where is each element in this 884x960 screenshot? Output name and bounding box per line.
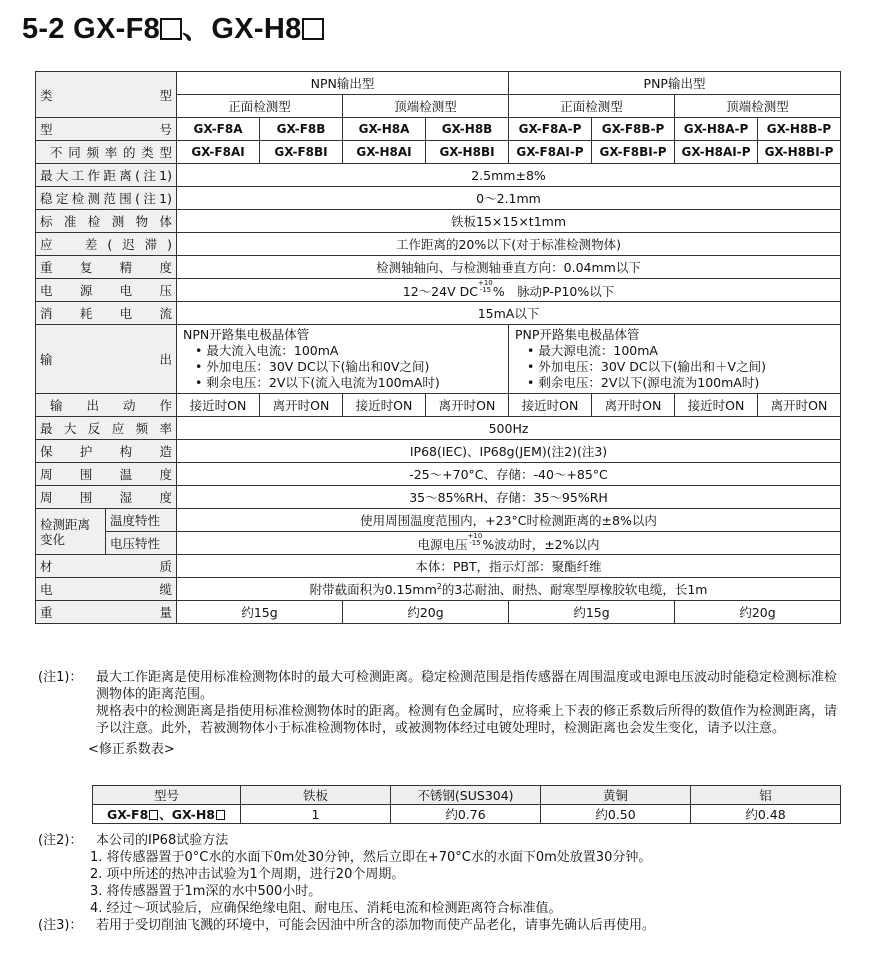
protection-value: IP68(IEC)、IP68g(JEM)(注2)(注3): [177, 440, 841, 463]
temp-characteristic-label: 温度特性: [106, 509, 177, 532]
model-cell: GX-H8B-P: [758, 118, 841, 141]
note-2-item: 4. 经过～项试验后，应确保绝缘电阻、耐电压、消耗电流和检测距离符合标准值。: [90, 901, 562, 916]
freq-model-cell: GX-H8AI-P: [675, 141, 758, 164]
weight-cell: 约20g: [343, 601, 509, 624]
output-action-cell: 接近时ON: [177, 394, 260, 417]
current-label: 消耗电流: [36, 302, 177, 325]
square-icon: [160, 18, 182, 40]
note-2-item: 1. 将传感器置于0°C水的水面下0m处30分钟，然后立即在+70°C水的水面下0m处放置30分钟。: [90, 850, 652, 865]
output-action-cell: 离开时ON: [758, 394, 841, 417]
note-2-title: 本公司的IP68试验方法: [96, 833, 229, 848]
supply-voltage-label: 电源电压: [36, 279, 177, 302]
output-action-cell: 接近时ON: [509, 394, 592, 417]
corr-value: 约0.50: [541, 805, 691, 824]
stable-range-value: 0～2.1mm: [177, 187, 841, 210]
model-cell: GX-F8A-P: [509, 118, 592, 141]
output-action-cell: 接近时ON: [343, 394, 426, 417]
page-title: 5-2 GX-F8 、GX-H8: [22, 6, 324, 47]
repeatability-value: 检测轴轴向、与检测轴垂直方向：0.04mm以下: [177, 256, 841, 279]
ambient-temp-value: -25～+70°C、存储：-40～+85°C: [177, 463, 841, 486]
note-1-tag: (注1)：: [38, 670, 83, 685]
max-distance-label: 最大工作距离(注1): [36, 164, 177, 187]
pnp-header: PNP输出型: [509, 72, 841, 95]
freq-type-label: 不同频率的类型: [36, 141, 177, 164]
weight-cell: 约15g: [509, 601, 675, 624]
temp-characteristic-value: 使用周围温度范围内，+23°C时检测距离的±8%以内: [177, 509, 841, 532]
hysteresis-label: 应 差(迟滞): [36, 233, 177, 256]
note-3-text: 若用于受切削油飞溅的环境中，可能会因油中所含的添加物而使产品老化，请事先确认后再使用。: [96, 918, 656, 933]
ambient-temp-label: 周围温度: [36, 463, 177, 486]
note-1: [38, 669, 844, 758]
weight-label: 重 量: [36, 601, 177, 624]
material-label: 材 质: [36, 555, 177, 578]
std-object-label: 标准检测物体: [36, 210, 177, 233]
note-1-text: 规格表中的检测距离是指使用标准检测物体时的距离。检测有色金属时，应将乘上下表的修正系数后所得的数值作为检测距离，请予以注意。此外，若被测物体小于标准检测物体时，或被测物体经过电镀处理时，检测距离也会发生变化，请予以注意。: [96, 704, 838, 736]
note-1-text: 最大工作距离是使用标准检测物体时的最大可检测距离。稳定检测范围是指传感器在周围温度或电源电压波动时能稳定检测标准检测物体的距离范围。: [96, 670, 838, 702]
protection-label: 保护构造: [36, 440, 177, 463]
correction-table-title: <修正系数表>: [88, 742, 175, 757]
corr-header: 铝: [691, 786, 841, 805]
corr-header: 黄铜: [541, 786, 691, 805]
material-value: 本体：PBT，指示灯部：聚酯纤维: [177, 555, 841, 578]
weight-cell: 约15g: [177, 601, 343, 624]
corr-header: 铁板: [241, 786, 391, 805]
front-header: 正面检测型: [509, 95, 675, 118]
stable-range-label: 稳定检测范围(注1): [36, 187, 177, 210]
correction-table: [92, 785, 841, 824]
front-header: 正面检测型: [177, 95, 343, 118]
current-value: 15mA以下: [177, 302, 841, 325]
note-2-item: 3. 将传感器置于1m深的水中500小时。: [90, 884, 322, 899]
freq-model-cell: GX-F8BI: [260, 141, 343, 164]
corr-value: 约0.48: [691, 805, 841, 824]
response-freq-value: 500Hz: [177, 417, 841, 440]
top-header: 顶端检测型: [675, 95, 841, 118]
note-2-3: [38, 832, 844, 934]
voltage-characteristic-value: 电源电压$^{+10 -15}$ %波动时，±2%以内: [177, 532, 841, 555]
model-cell: GX-F8B-P: [592, 118, 675, 141]
model-label: 型 号: [36, 118, 177, 141]
freq-model-cell: GX-H8AI: [343, 141, 426, 164]
model-cell: GX-H8A-P: [675, 118, 758, 141]
output-action-cell: 接近时ON: [675, 394, 758, 417]
voltage-characteristic-label: 电压特性: [106, 532, 177, 555]
model-cell: GX-F8B: [260, 118, 343, 141]
std-object-value: 铁板15×15×t1mm: [177, 210, 841, 233]
distance-variation-label: 检测距离变化: [36, 509, 106, 555]
response-freq-label: 最大反应频率: [36, 417, 177, 440]
model-cell: GX-H8B: [426, 118, 509, 141]
note-3-tag: (注3)：: [38, 918, 83, 933]
ambient-humidity-value: 35～85%RH、存储：35～95%RH: [177, 486, 841, 509]
spec-table: [35, 71, 841, 624]
freq-model-cell: GX-H8BI-P: [758, 141, 841, 164]
freq-model-cell: GX-F8BI-P: [592, 141, 675, 164]
corr-value: 约0.76: [391, 805, 541, 824]
corr-value: 1: [241, 805, 391, 824]
pnp-output-desc: PNP开路集电极晶体管 • 最大源电流：100mA • 外加电压：30V DC以下(输出和＋V之间) • 剩余电压：2V以下(源电流为100mA时): [509, 325, 841, 394]
freq-model-cell: GX-H8BI: [426, 141, 509, 164]
model-cell: GX-F8A: [177, 118, 260, 141]
max-distance-value: 2.5mm±8%: [177, 164, 841, 187]
freq-model-cell: GX-F8AI: [177, 141, 260, 164]
top-header: 顶端检测型: [343, 95, 509, 118]
output-action-cell: 离开时ON: [260, 394, 343, 417]
cable-value: 附带截面积为$0.15mm^2$的3芯耐油、耐热、耐寒型厚橡胶软电缆，长1m: [177, 578, 841, 601]
output-action-label: 输出动作: [36, 394, 177, 417]
freq-model-cell: GX-F8AI-P: [509, 141, 592, 164]
square-icon: [302, 18, 324, 40]
output-action-cell: 离开时ON: [592, 394, 675, 417]
output-action-cell: 离开时ON: [426, 394, 509, 417]
npn-header: NPN输出型: [177, 72, 509, 95]
repeatability-label: 重复精度: [36, 256, 177, 279]
corr-model: GX-F8 、GX-H8: [93, 805, 241, 824]
weight-cell: 约20g: [675, 601, 841, 624]
note-2-item: 2. 项中所述的热冲击试验为1个周期，进行20个周期。: [90, 867, 405, 882]
corr-header: 不锈钢(SUS304): [391, 786, 541, 805]
note-2-tag: (注2)：: [38, 833, 83, 848]
type-label: 类 型: [36, 72, 177, 118]
ambient-humidity-label: 周围湿度: [36, 486, 177, 509]
model-cell: GX-H8A: [343, 118, 426, 141]
cable-label: 电 缆: [36, 578, 177, 601]
corr-header: 型号: [93, 786, 241, 805]
hysteresis-value: 工作距离的20%以下(对于标准检测物体): [177, 233, 841, 256]
output-label: 输 出: [36, 325, 177, 394]
supply-voltage-value: 12～24V $DC^{+10 -15}$ % 脉动P-P10%以下: [177, 279, 841, 302]
npn-output-desc: NPN开路集电极晶体管 • 最大流入电流：100mA • 外加电压：30V DC以下(输出和0V之间) • 剩余电压：2V以下(流入电流为100mA时): [177, 325, 509, 394]
